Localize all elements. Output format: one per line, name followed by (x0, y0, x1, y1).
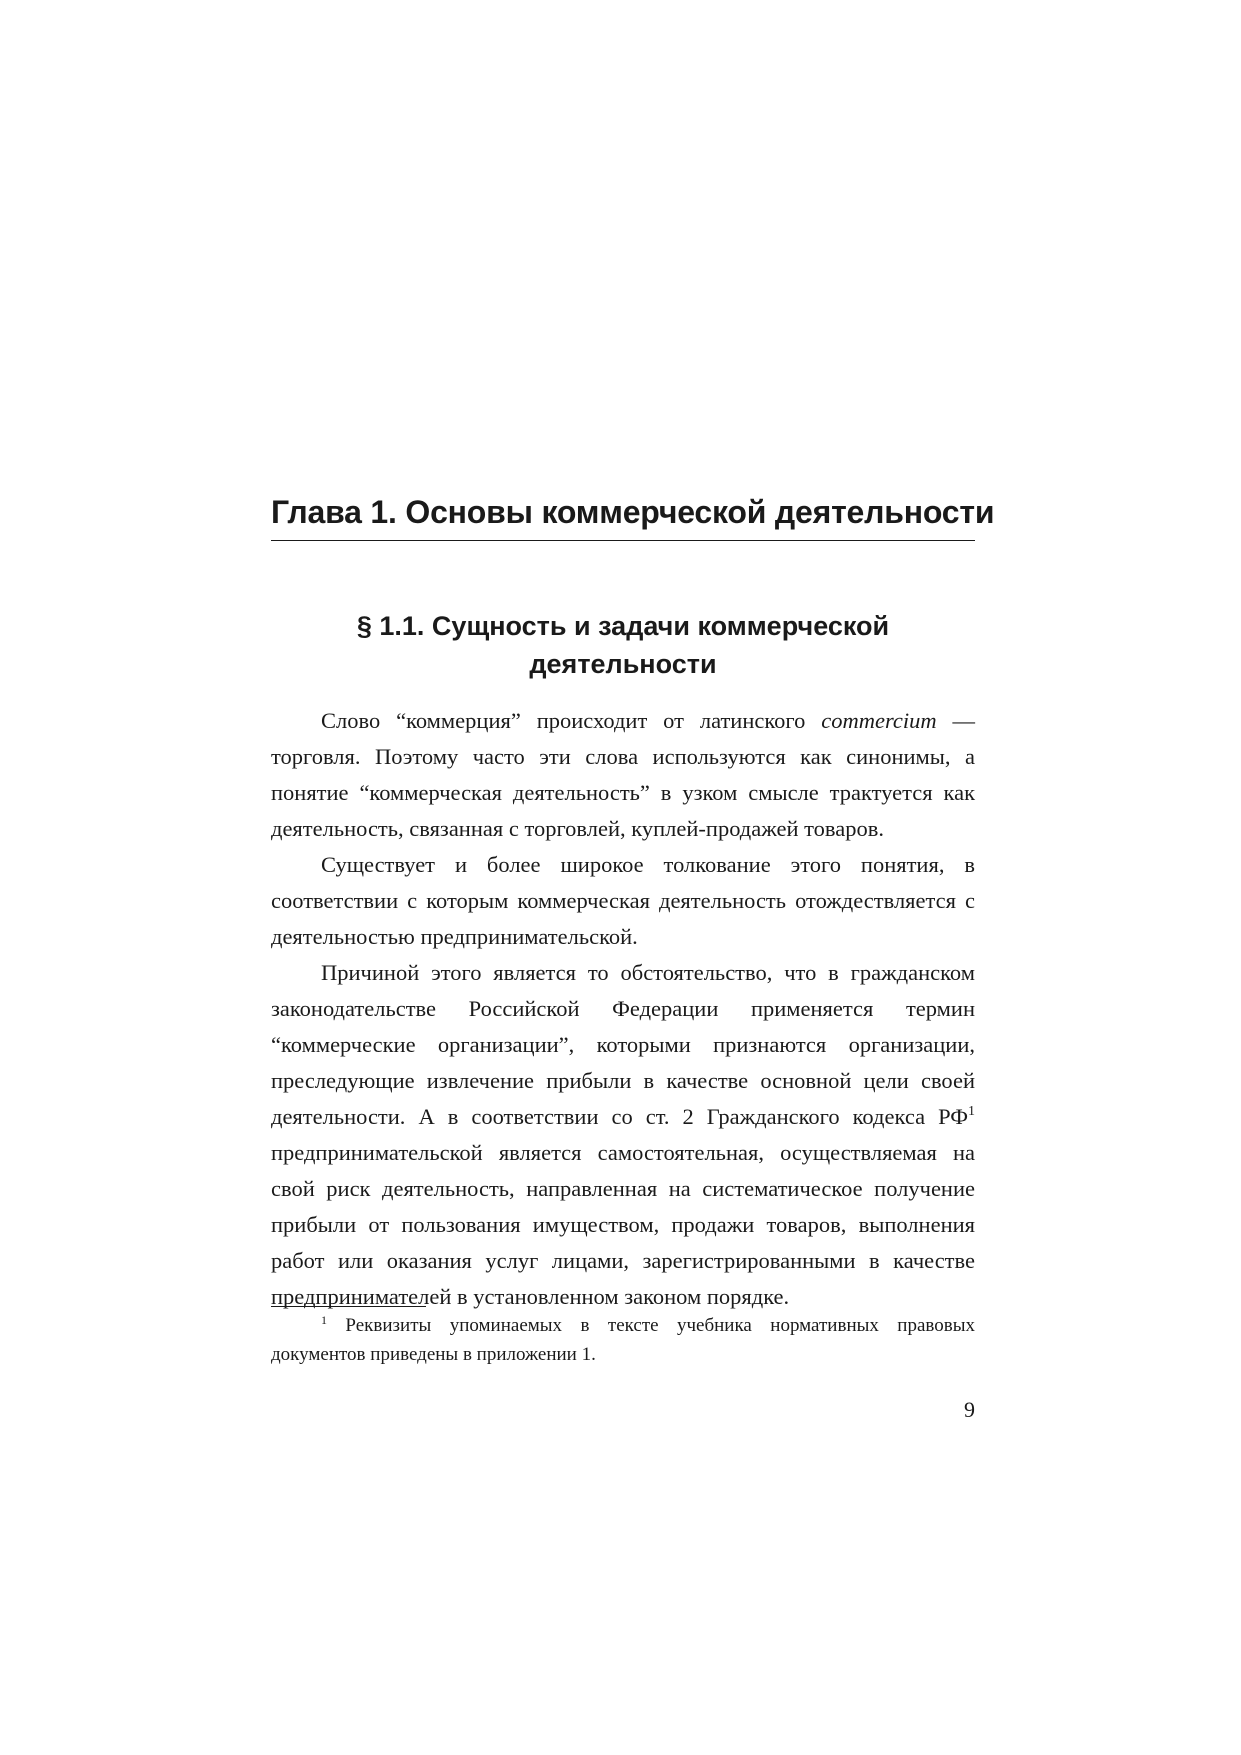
paragraph-3 (271, 955, 975, 1315)
footnote-mark: 1 (321, 1313, 327, 1327)
section-title-line-1: § 1.1. Сущность и задачи коммерческой (356, 611, 890, 641)
paragraph-1 (271, 703, 975, 847)
paragraph-2: Существует и более широкое толкование этого понятия, в соответствии с которым коммерческая деятельность отождествляется с деятельностью предпринимательской. (271, 852, 975, 949)
paragraph-1-end: — торговля. Поэтому часто эти слова используются как синонимы, а понятие “коммерческая деятельность” в узком смысле трактуется как деятельность, связанная с торговлей, куплей-продажей товаров. (271, 708, 975, 841)
chapter-title: Глава 1. Основы коммерческой деятельности (271, 494, 995, 530)
page-number: 9 (964, 1397, 975, 1422)
chapter-title-rule (271, 540, 975, 541)
paragraph-1-start: Слово “коммерция” происходит от латинского (321, 708, 822, 733)
footnote-separator (271, 1306, 426, 1307)
section-title-line-2: деятельности (529, 649, 717, 679)
latin-term: commercium (821, 708, 937, 733)
body-text (271, 703, 975, 1315)
footnote (271, 1311, 975, 1369)
section-title (271, 607, 975, 683)
paragraph-3-end: предпринимательской является самостоятельная, осуществляемая на свой риск деятельность, направленная на систематическое получение прибыли от пользования имуществом, продажи товаров, выполнения работ или оказания услуг лицами, зарегистрированными в качестве предпринимателей в установленном законом порядке. (271, 1140, 975, 1309)
paragraph-3-start: Причиной этого является то обстоятельство, что в гражданском законодательстве Российской Федерации применяется термин “коммерческие организации”, которыми признаются организации, преследующие извлечение прибыли в качестве основной цели своей деятельности. А в соответствии со ст. 2 Гражданского кодекса РФ (271, 960, 975, 1129)
footnote-text: Реквизиты упоминаемых в тексте учебника нормативных правовых документов приведены в приложении 1. (271, 1315, 975, 1365)
footnote-reference: 1 (968, 1104, 975, 1119)
